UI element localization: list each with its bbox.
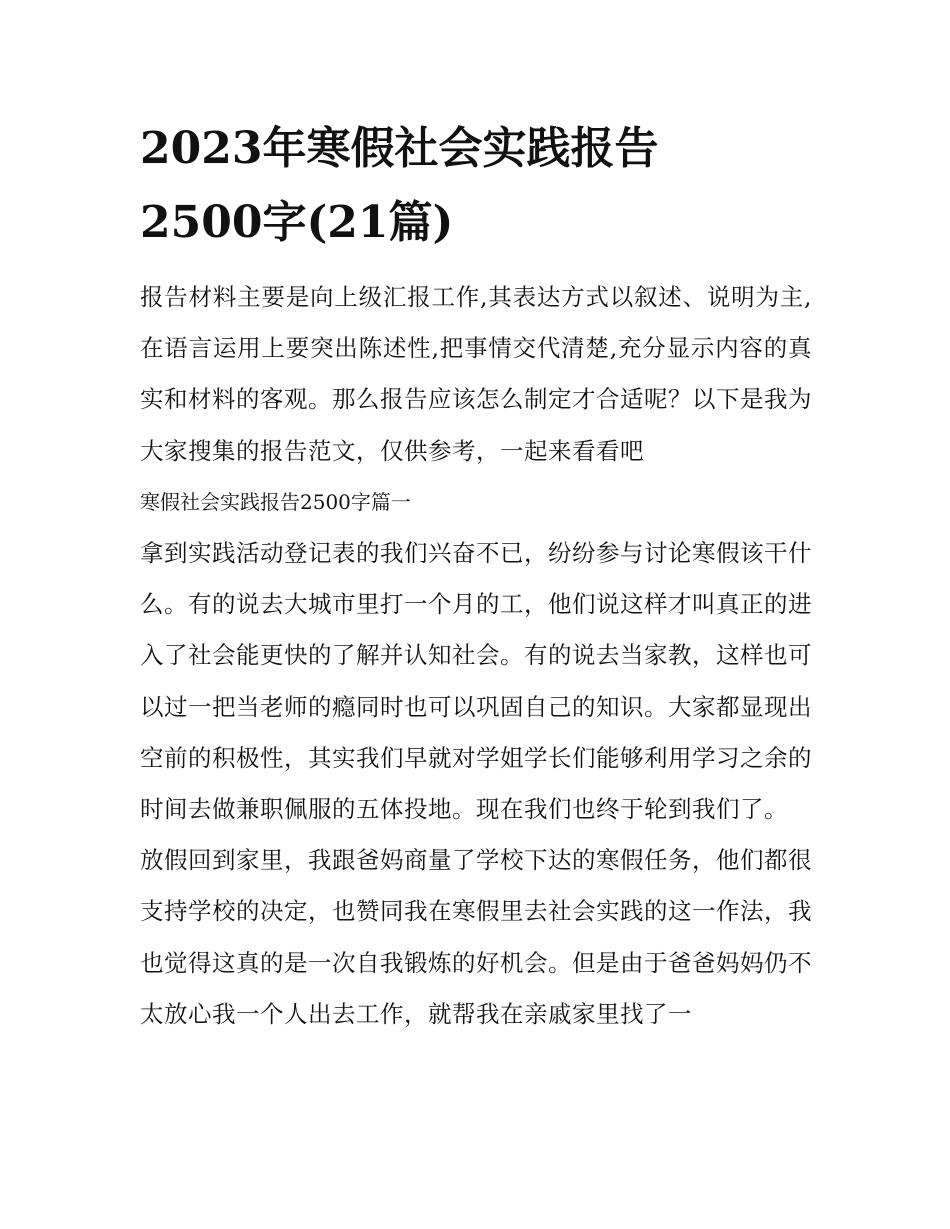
- body-paragraph-2: 放假回到家里，我跟爸妈商量了学校下达的寒假任务，他们都很支持学校的决定，也赞同我在寒假里去社会实践的这一作法，我也觉得这真的是一次自我锻炼的好机会。但是由于爸爸妈妈仍不太放心我一个人出去工作，就帮我在亲戚家里找了一: [140, 846, 812, 1028]
- intro-paragraph: 报告材料主要是向上级汇报工作,其表达方式以叙述、说明为主,在语言运用上要突出陈述性,把事情交代清楚,充分显示内容的真实和材料的客观。那么报告应该怎么制定才合适呢？以下是我为大家搜集的报告范文，仅供参考，一起来看看吧: [140, 283, 812, 465]
- body-paragraph-1: 拿到实践活动登记表的我们兴奋不已，纷纷参与讨论寒假该干什么。有的说去大城市里打一个月的工，他们说这样才叫真正的进入了社会能更快的了解并认知社会。有的说去当家教，这样也可以过一把当老师的瘾同时也可以巩固自己的知识。大家都显现出空前的积极性，其实我们早就对学姐学长们能够利用学习之余的时间去做兼职佩服的五体投地。现在我们也终于轮到我们了。: [140, 539, 812, 824]
- section-heading: 寒假社会实践报告2500字篇一: [140, 489, 411, 514]
- title-line-1: 2023年寒假社会实践报告: [140, 123, 659, 174]
- document-title: [140, 112, 812, 260]
- title-line-2: 2500字(21篇): [140, 197, 454, 248]
- document-page: [140, 112, 812, 1040]
